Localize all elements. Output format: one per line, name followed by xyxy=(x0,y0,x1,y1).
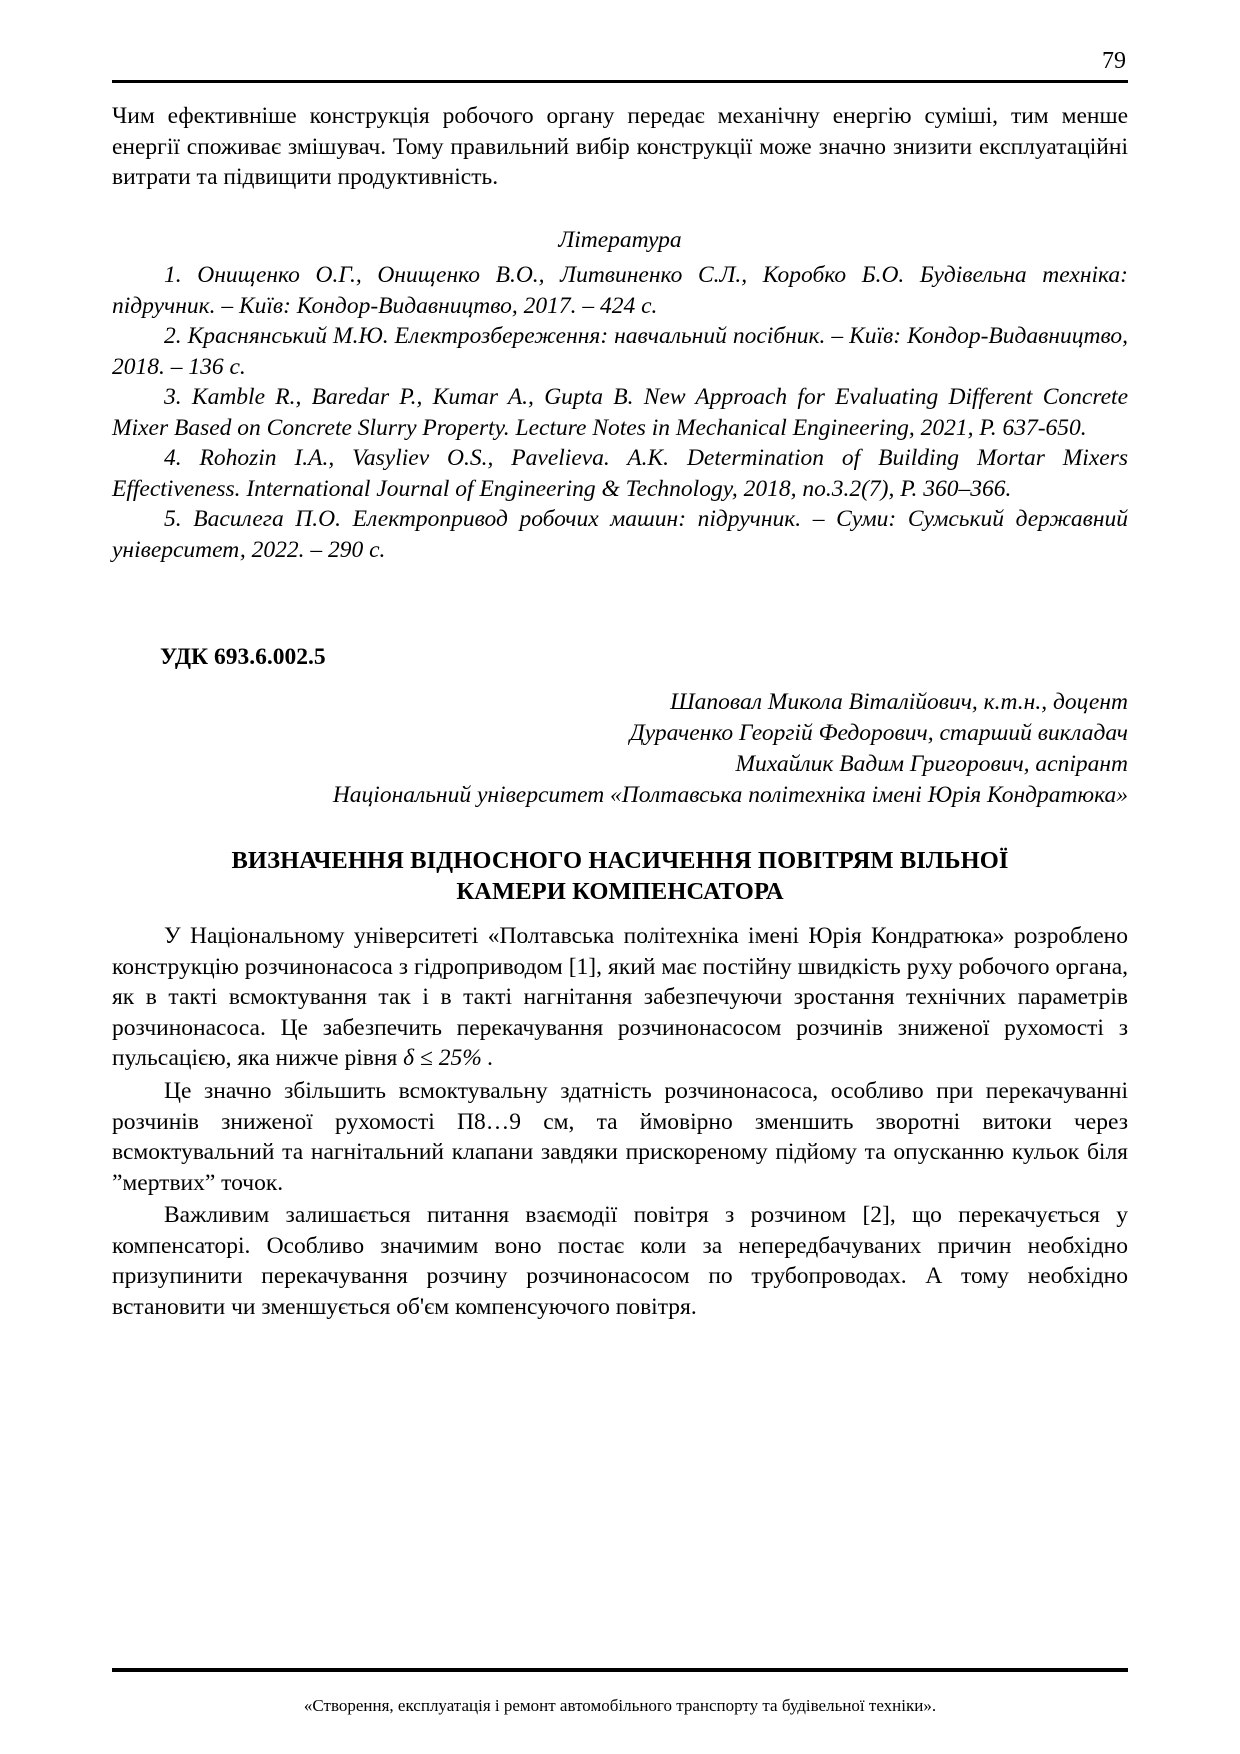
intro-paragraph: Чим ефективніше конструкція робочого органу передає механічну енергію суміші, тим менше енергії споживає змішувач. Тому правильний вибір конструкції може значно знизити експлуатаційні витрати та підвищити продуктивність. xyxy=(112,103,1128,191)
author-list xyxy=(112,687,1128,780)
header-divider xyxy=(112,80,1128,83)
author-line: Дураченко Георгій Федорович, старший викладач xyxy=(629,719,1128,746)
article-title-line-2: КАМЕРИ КОМПЕНСАТОРА xyxy=(456,877,784,905)
reference-item: 1. Онищенко О.Г., Онищенко В.О., Литвиненко С.Л., Коробко Б.О. Будівельна техніка: підручник. – Київ: Кондор-Видавництво, 2017. – 424 с. xyxy=(112,262,1128,319)
inline-formula: δ ≤ 25% . xyxy=(403,1045,494,1072)
affiliation: Національний університет «Полтавська політехніка імені Юрія Кондратюка» xyxy=(332,781,1128,808)
udk-code: УДК 693.6.002.5 xyxy=(160,643,326,670)
body-paragraph: Це значно збільшить всмоктувальну здатність розчинонасоса, особливо при перекачуванні розчинів зниженої рухомості П8…9 см, та ймовірно зменшить зворотні витоки через всмоктувальний та нагнітальний клапани завдяки прискореному підйому та опусканню кульок біля ”мертвих” точок. xyxy=(112,1078,1128,1196)
body-paragraph: Важливим залишається питання взаємодії повітря з розчином [2], що перекачується у компенсаторі. Особливо значимим воно постає коли за непередбачуваних причин необхідно призупинити перекачування розчину розчинонасосом по трубопроводах. А тому необхідно встановити чи зменшується об'єм компенсуючого повітря. xyxy=(112,1202,1128,1320)
author-line: Михайлик Вадим Григорович, аспірант xyxy=(735,750,1128,777)
body-paragraph xyxy=(112,921,1128,1074)
footer-divider xyxy=(112,1668,1128,1672)
reference-item: 5. Василега П.О. Електропривод робочих машин: підручник. – Суми: Сумський державний університет, 2022. – 290 с. xyxy=(112,506,1128,563)
page-content xyxy=(112,48,1128,1322)
footer-text: «Створення, експлуатація і ремонт автомобільного транспорту та будівельної техніки». xyxy=(303,1696,937,1715)
body-paragraph-text: У Національному університеті «Полтавська політехніка імені Юрія Кондратюка» розроблено конструкцію розчинонасоса з гідроприводом [1], який має постійну швидкість руху робочого органа, як в такті всмоктування так і в такті нагнітання забезпечуючи зростання технічних параметрів розчинонасоса. Це забезпечить перекачування розчинонасосом розчинів зниженої рухомості з пульсацією, яка нижче рівня xyxy=(112,923,1128,1072)
reference-item: 2. Краснянський М.Ю. Електрозбереження: навчальний посібник. – Київ: Кондор-Видавництво, 2018. – 136 с. xyxy=(112,323,1128,380)
reference-item: 3. Kamble R., Baredar P., Kumar A., Gupta B. New Approach for Evaluating Different Concrete Mixer Based on Concrete Slurry Property. Lecture Notes in Mechanical Engineering, 2021, P. 637-650. xyxy=(112,384,1128,441)
article-title-line-1: ВИЗНАЧЕННЯ ВІДНОСНОГО НАСИЧЕННЯ ПОВІТРЯМ ВІЛЬНОЇ xyxy=(231,846,1009,874)
author-line: Шаповал Микола Віталійович, к.т.н., доцент xyxy=(670,688,1128,715)
article-title xyxy=(112,845,1128,908)
page-number: 79 xyxy=(1102,48,1126,74)
literature-heading: Література xyxy=(558,227,682,254)
reference-item: 4. Rohozin I.A., Vasyliev O.S., Pavelieva. A.K. Determination of Building Mortar Mixers Effectiveness. International Journal of Engineering & Technology, 2018, no.3.2(7), P. 360–366. xyxy=(112,445,1128,502)
